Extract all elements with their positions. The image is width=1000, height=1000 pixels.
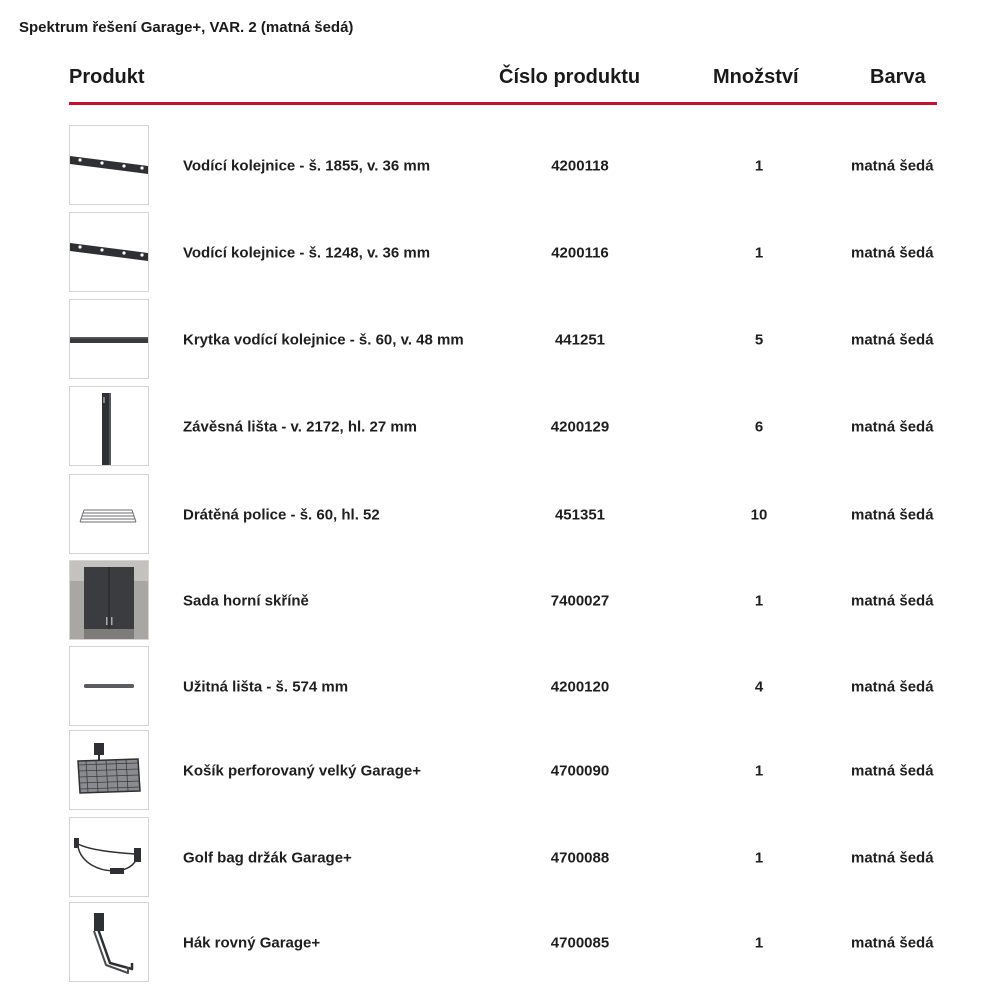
product-quantity: 4	[754, 678, 764, 696]
product-name: Vodící kolejnice - š. 1248, v. 36 mm	[183, 244, 431, 262]
utility-bar-icon	[69, 646, 149, 726]
product-code: 4200120	[550, 678, 610, 696]
column-header-color: Barva	[870, 66, 926, 88]
product-color: matná šedá	[851, 678, 934, 696]
product-color: matná šedá	[851, 934, 934, 952]
product-code: 4200116	[551, 244, 609, 262]
product-name: Krytka vodící kolejnice - š. 60, v. 48 mm	[183, 331, 464, 349]
product-name: Hák rovný Garage+	[183, 934, 321, 952]
product-quantity: 6	[754, 418, 764, 436]
product-color: matná šedá	[851, 157, 934, 175]
product-color: matná šedá	[851, 849, 934, 867]
product-code: 4200129	[550, 418, 610, 436]
wall-cabinet-icon	[69, 560, 149, 640]
page-title: Spektrum řešení Garage+, VAR. 2 (matná šedá)	[19, 19, 354, 36]
product-quantity: 1	[754, 592, 764, 610]
column-header-product: Produkt	[69, 66, 145, 88]
product-quantity: 10	[750, 506, 768, 524]
product-color: matná šedá	[851, 331, 934, 349]
product-color: matná šedá	[851, 762, 934, 780]
straight-hook-icon	[69, 902, 149, 982]
product-color: matná šedá	[851, 506, 934, 524]
product-quantity: 1	[754, 157, 764, 175]
product-color: matná šedá	[851, 244, 934, 262]
product-name: Závěsná lišta - v. 2172, hl. 27 mm	[183, 418, 418, 436]
column-header-quantity: Množství	[713, 66, 799, 88]
table-row	[0, 730, 1000, 812]
product-name: Košík perforovaný velký Garage+	[183, 762, 422, 780]
product-color: matná šedá	[851, 418, 934, 436]
wire-shelf-icon	[69, 474, 149, 554]
product-name: Užitná lišta - š. 574 mm	[183, 678, 349, 696]
table-row	[0, 646, 1000, 728]
hanging-strip-icon	[69, 386, 149, 466]
product-code: 4700090	[550, 762, 610, 780]
product-quantity: 1	[754, 762, 764, 780]
product-name: Golf bag držák Garage+	[183, 849, 352, 867]
product-quantity: 1	[754, 849, 764, 867]
table-row	[0, 474, 1000, 556]
basket-icon	[69, 730, 149, 810]
table-row	[0, 125, 1000, 207]
golf-bag-holder-icon	[69, 817, 149, 897]
table-row	[0, 299, 1000, 381]
product-code: 451351	[554, 506, 606, 524]
rail-icon	[69, 125, 149, 205]
product-quantity: 1	[754, 244, 764, 262]
column-header-code: Číslo produktu	[499, 66, 641, 88]
rail-icon	[69, 212, 149, 292]
rail-cover-icon	[69, 299, 149, 379]
product-code: 4200118	[551, 157, 609, 175]
table-row	[0, 902, 1000, 984]
table-row	[0, 212, 1000, 294]
table-row	[0, 386, 1000, 468]
product-name: Vodící kolejnice - š. 1855, v. 36 mm	[183, 157, 431, 175]
table-row	[0, 817, 1000, 899]
product-color: matná šedá	[851, 592, 934, 610]
product-code: 7400027	[550, 592, 610, 610]
product-quantity: 5	[754, 331, 764, 349]
table-row	[0, 560, 1000, 642]
product-code: 4700088	[550, 849, 610, 867]
header-divider	[69, 102, 937, 105]
product-quantity: 1	[754, 934, 764, 952]
product-name: Drátěná police - š. 60, hl. 52	[183, 506, 380, 524]
product-code: 441251	[554, 331, 606, 349]
product-name: Sada horní skříně	[183, 592, 309, 610]
product-code: 4700085	[550, 934, 610, 952]
